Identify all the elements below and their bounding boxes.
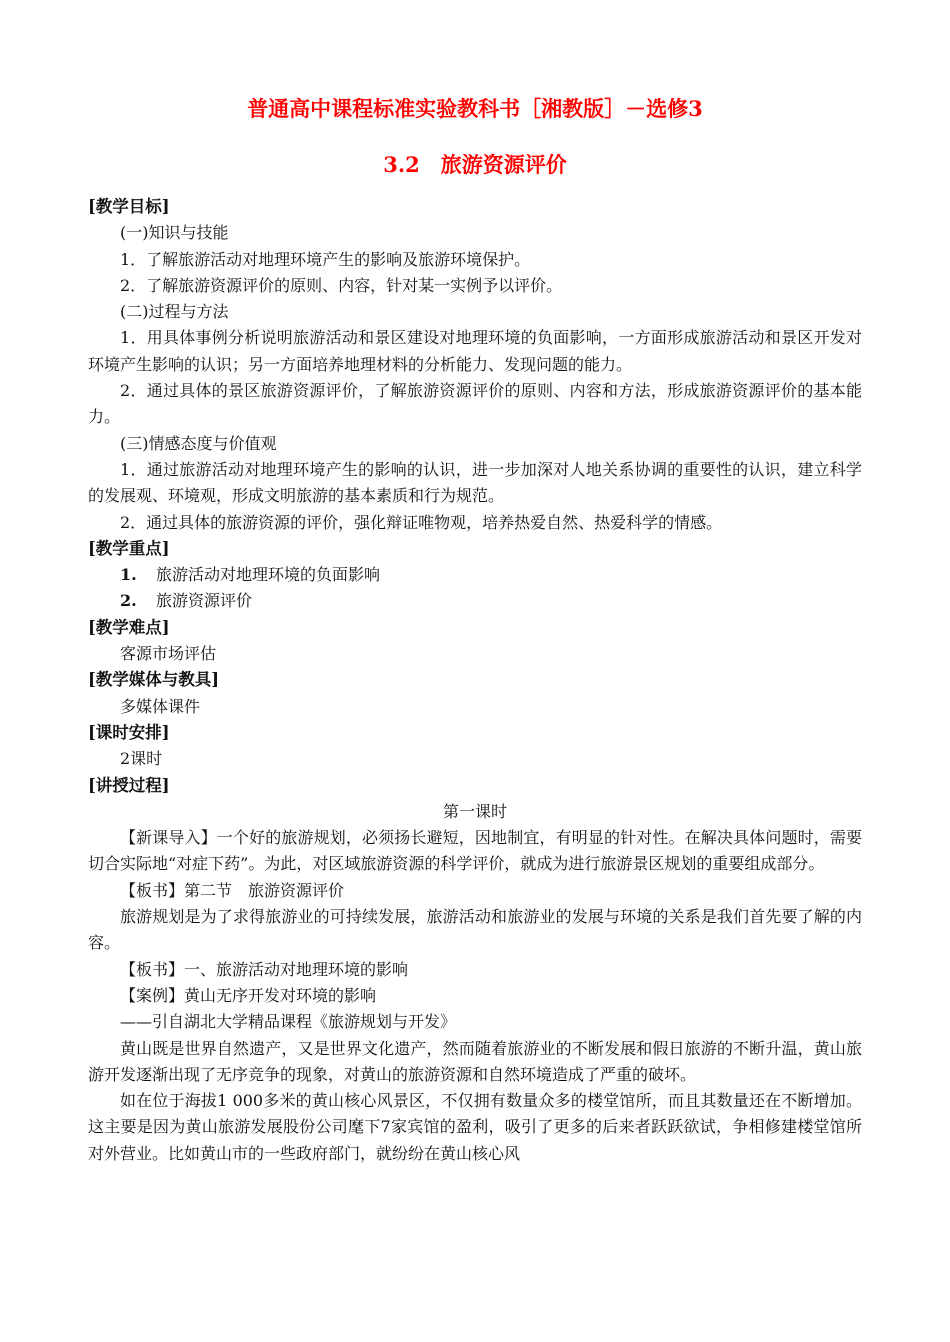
key-point-item bbox=[88, 562, 862, 588]
objective-process-title: (二)过程与方法 bbox=[120, 302, 229, 322]
key-point-number: 1. bbox=[120, 565, 137, 585]
schedule-heading: [课时安排] bbox=[88, 722, 170, 742]
intro-paragraph: 【新课导入】一个好的旅游规划，必须扬长避短，因地制宜，有明显的针对性。在解决具体问题时，需要切合实际地“对症下药”。为此，对区域旅游资源的科学评价，就成为进行旅游景区规划的重要组成部分。 bbox=[88, 828, 862, 874]
lesson-title: 第一课时 bbox=[442, 801, 507, 821]
objective-emotion-1: 1．通过旅游活动对地理环境产生的影响的认识，进一步加深对人地关系协调的重要性的认识，建立科学的发展观、环境观，形成文明旅游的基本素质和行为规范。 bbox=[88, 459, 862, 506]
document-body bbox=[88, 194, 862, 1167]
section-title: 3.2 旅游资源评价 bbox=[383, 152, 567, 177]
key-point-text: 旅游活动对地理环境的负面影响 bbox=[156, 565, 381, 585]
paragraph-planning: 旅游规划是为了求得旅游业的可持续发展，旅游活动和旅游业的发展与环境的关系是我们首先要了解的内容。 bbox=[88, 907, 862, 953]
process-heading: [讲授过程] bbox=[88, 775, 170, 795]
paragraph-huangshan-1: 黄山既是世界自然遗产，又是世界文化遗产，然而随着旅游业的不断发展和假日旅游的不断升温，黄山旅游开发逐渐出现了无序竞争的现象，对黄山的旅游资源和自然环境造成了严重的破坏。 bbox=[88, 1038, 862, 1084]
key-point-item bbox=[88, 588, 862, 614]
objective-knowledge-title: (一)知识与技能 bbox=[120, 223, 229, 243]
board-note-2: 【板书】一、旅游活动对地理环境的影响 bbox=[120, 959, 409, 979]
objective-process-1: 1．用具体事例分析说明旅游活动和景区建设对地理环境的负面影响，一方面形成旅游活动和景区开发对环境产生影响的认识；另一方面培养地理材料的分析能力、发现问题的能力。 bbox=[88, 328, 862, 374]
media-heading: [教学媒体与教具] bbox=[88, 670, 220, 690]
media-text: 多媒体课件 bbox=[120, 696, 201, 716]
document-title: 普通高中课程标准实验教科书［湘教版］－选修3 bbox=[247, 96, 703, 121]
objective-process-2: 2．通过具体的景区旅游资源评价，了解旅游资源评价的原则、内容和方法，形成旅游资源评价的基本能力。 bbox=[88, 381, 862, 427]
objective-emotion-2: 2．通过具体的旅游资源的评价，强化辩证唯物观，培养热爱自然、热爱科学的情感。 bbox=[120, 512, 723, 532]
schedule-text: 2课时 bbox=[120, 749, 163, 769]
difficulty-heading: [教学难点] bbox=[88, 617, 170, 637]
objective-knowledge-1: 1．了解旅游活动对地理环境产生的影响及旅游环境保护。 bbox=[120, 249, 531, 269]
paragraph-huangshan-2: 如在位于海拔1 000多米的黄山核心风景区，不仅拥有数量众多的楼堂馆所，而且其数量还在不断增加。这主要是因为黄山旅游发展股份公司麾下7家宾馆的盈利，吸引了更多的后来者跃跃欲试，争相修建楼堂馆所对外营业。比如黄山市的一些政府部门，就纷纷在黄山核心风 bbox=[88, 1091, 862, 1163]
objectives-heading: [教学目标] bbox=[88, 197, 170, 216]
case-source: ——引自湖北大学精品课程《旅游规划与开发》 bbox=[120, 1012, 457, 1032]
objective-emotion-title: (三)情感态度与价值观 bbox=[120, 433, 277, 453]
key-point-number: 2. bbox=[120, 591, 137, 611]
key-point-text: 旅游资源评价 bbox=[156, 591, 253, 611]
board-note-1: 【板书】第二节 旅游资源评价 bbox=[120, 880, 345, 900]
case-title: 【案例】黄山无序开发对环境的影响 bbox=[120, 985, 377, 1005]
key-points-heading: [教学重点] bbox=[88, 538, 170, 558]
difficulty-text: 客源市场评估 bbox=[120, 644, 217, 664]
objective-knowledge-2: 2．了解旅游资源评价的原则、内容，针对某一实例予以评价。 bbox=[120, 275, 563, 295]
